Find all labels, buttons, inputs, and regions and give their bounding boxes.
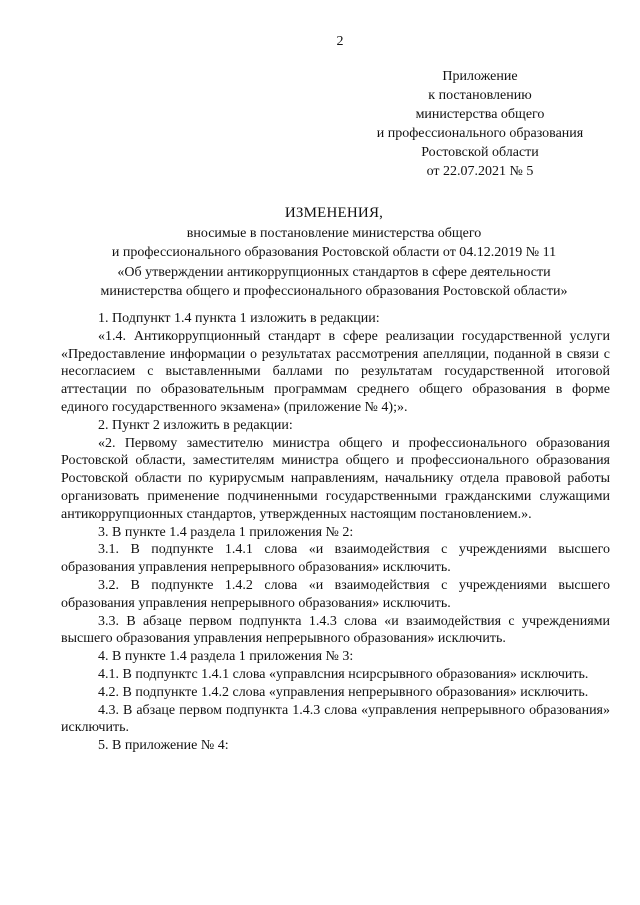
- appendix-line: Приложение: [442, 69, 518, 84]
- paragraph: 1. Подпункт 1.4 пункта 1 изложить в редакции:: [98, 311, 380, 326]
- paragraph: 3. В пункте 1.4 раздела 1 приложения № 2:: [98, 524, 354, 540]
- appendix-line: к постановлению: [428, 88, 532, 103]
- title-line: вносимые в постановление министерства общего: [186, 225, 482, 241]
- paragraph: 4.1. В подпунктс 1.4.1 слова «управлсния нсирсрывного образования» исключить.: [98, 666, 589, 682]
- paragraph: 4.3. В абзаце первом подпункта 1.4.3 слова «управления непрерывного образования» исключить.: [61, 702, 610, 736]
- document-title: ИЗМЕНЕНИЯ,: [284, 205, 384, 221]
- title-line: министерства общего и профессионального образования Ростовской области»: [100, 284, 568, 299]
- document-body: [61, 310, 610, 755]
- title-line: «Об утверждении антикоррупционных стандартов в сфере деятельности: [117, 264, 551, 280]
- page-number: 2: [336, 34, 344, 49]
- paragraph: «2. Первому заместителю министра общего и профессионального образования Ростовской области, заместителям министра общего и профессионального образования Ростовской области по курирусмым направлениям, начальнику отдела правовой работы организовать применение подчиненными государственными гражданскими служащими антикоррупционных стандартов, утвержденных настоящим постановлением.».: [61, 435, 610, 522]
- paragraph: 3.2. В подпункте 1.4.2 слова «и взаимодействия с учреждениями высшего образования управления непрерывного образования» исключить.: [61, 577, 610, 611]
- appendix-line: и профессионального образования: [376, 126, 584, 141]
- paragraph: 2. Пункт 2 изложить в редакции:: [98, 417, 293, 433]
- appendix-line: министерства общего: [415, 107, 545, 122]
- paragraph: 4.2. В подпункте 1.4.2 слова «управления непрерывного образования» исключить.: [98, 684, 589, 700]
- appendix-block: [360, 67, 600, 181]
- appendix-line: Ростовской области: [421, 145, 539, 160]
- document-title-block: [40, 204, 628, 302]
- title-line: и профессионального образования Ростовской области от 04.12.2019 № 11: [111, 245, 557, 260]
- paragraph: 3.1. В подпункте 1.4.1 слова «и взаимодействия с учреждениями высшего образования управления непрерывного образования» исключить.: [61, 542, 610, 576]
- appendix-line: от 22.07.2021 № 5: [426, 164, 534, 179]
- paragraph: «1.4. Антикоррупционный стандарт в сфере реализации государственной услуги «Предоставление информации о результатах рассмотрения апелляции, поданной в связи с несогласием с выставленными баллами по результатам государственной итоговой аттестации по образовательным программам среднего общего образования в форме единого государственного экзамена» (приложение № 4);».: [61, 328, 610, 415]
- paragraph: 4. В пункте 1.4 раздела 1 приложения № 3:: [98, 649, 354, 665]
- paragraph: 5. В приложение № 4:: [98, 738, 229, 754]
- paragraph: 3.3. В абзаце первом подпункта 1.4.3 слова «и взаимодействия с учреждениями высшего образования управления непрерывного образования» исключить.: [61, 613, 610, 647]
